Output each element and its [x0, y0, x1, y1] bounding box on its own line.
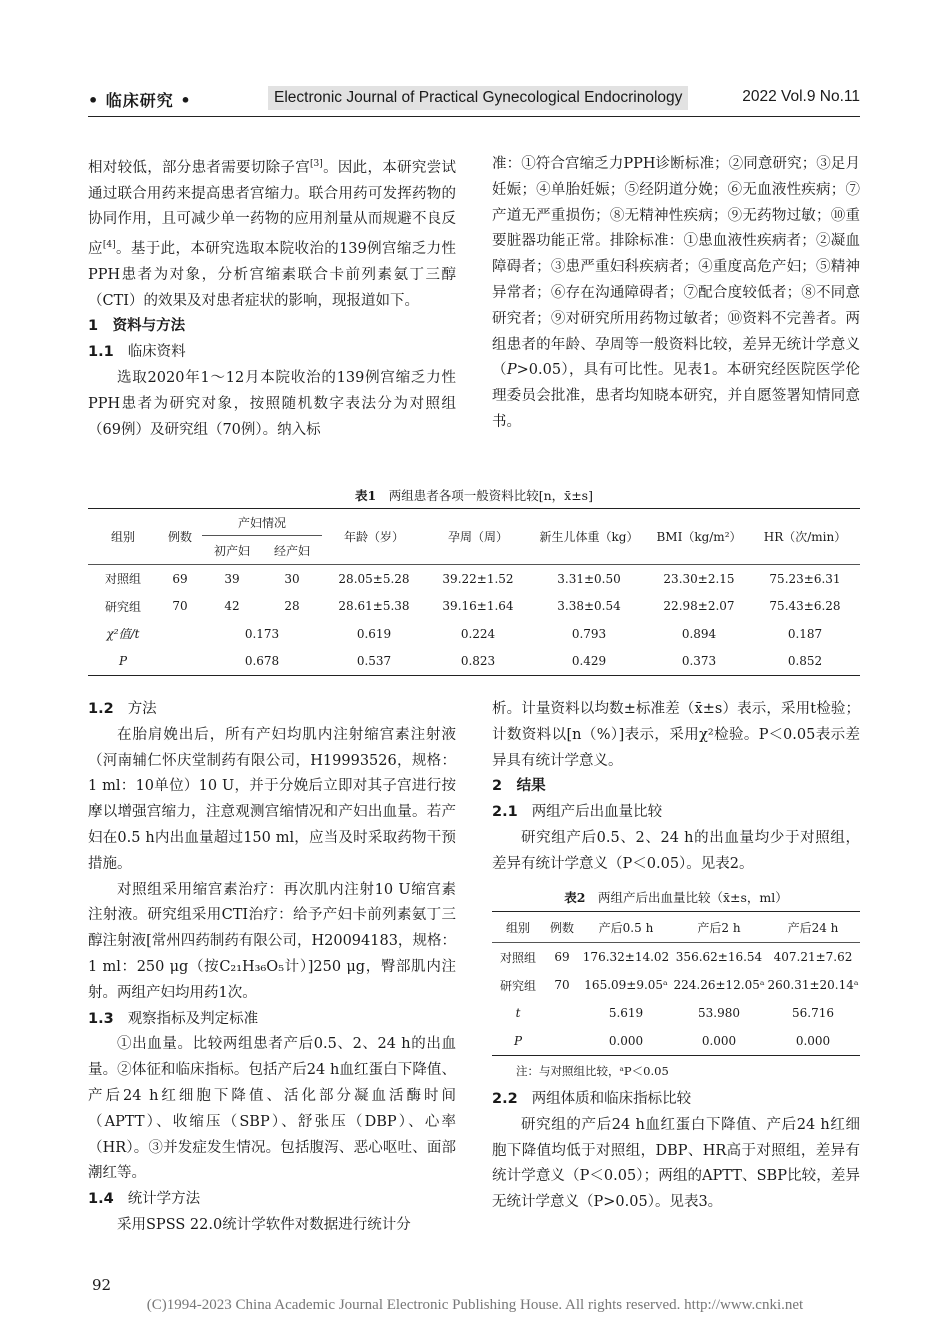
t2-header-group: 组别	[492, 912, 544, 943]
table2-caption: 表2 两组产后出血量比较（x̄±s，ml）	[564, 890, 788, 905]
left-column-top	[88, 152, 456, 443]
subsection-heading-2-2: 2.2 两组体质和临床指标比较	[492, 1091, 692, 1107]
statistics-paragraph: 采用SPSS 22.0统计学软件对数据进行统计分	[117, 1216, 411, 1233]
subsection-heading-2-1: 2.1 两组产后出血量比较	[492, 804, 663, 821]
citation-3[interactable]: [3]	[310, 159, 323, 169]
indicators-paragraph: ①出血量。比较两组患者产后0.5、2、24 h的出血量。②体征和临床指标。包括产后24 h血红蛋白下降值、产后24 h红细胞下降值、活化部分凝血活酶时间（APTT）、收缩压（SBP）、舒张压（DBP）、心率（HR）。③并发症发生情况。包括腹泻、恶心呕吐、面部潮红等。	[88, 1036, 456, 1182]
t1-header-multi: 经产妇	[262, 536, 322, 565]
section-heading-2: 2 结果	[492, 778, 546, 795]
table-row: 对照组 69 176.32±14.02 356.62±16.54 407.21±7.62	[499, 950, 853, 965]
subsection-heading-1-4: 1.4 统计学方法	[88, 1191, 201, 1208]
copyright-footer: (C)1994-2023 China Academic Journal Electronic Publishing House. All rights reserved. http://www.cnki.net	[146, 1297, 804, 1313]
t2-header-h2: 产后2 h	[672, 912, 766, 943]
subsection-heading-1-1: 1.1 临床资料	[88, 344, 186, 361]
table-row-p: P 0.678 0.537 0.823 0.429 0.373 0.852	[118, 654, 823, 669]
t1-header-cases: 例数	[158, 509, 202, 565]
table-row: 研究组 70 42 28 28.61±5.38 39.16±1.64 3.38±0.54 22.98±2.07 75.43±6.28	[104, 599, 841, 614]
table1-caption: 表1 两组患者各项一般资料比较[n，x̄±s]	[355, 488, 593, 503]
t1-header-weight: 新生儿体重（kg）	[530, 509, 648, 565]
table-row-p: P 0.000 0.000 0.000	[513, 1034, 831, 1048]
t1-header-bmi: BMI（kg/m²）	[648, 509, 750, 565]
citation-4[interactable]: [4]	[102, 240, 116, 251]
t1-header-group: 组别	[88, 509, 158, 565]
results-paragraph-2: 研究组的产后24 h血红蛋白下降值、产后24 h红细胞下降值均低于对照组，DBP、HR高于对照组，差异有统计学意义（P＜0.05）；两组的APTT、SBP比较，差异无统计学意义（P>0.05）。见表3。	[492, 1116, 860, 1211]
page-number: 92	[92, 1276, 112, 1294]
table1	[88, 508, 860, 676]
clinical-data-paragraph: 选取2020年1～12月本院收治的139例宫缩乏力性PPH患者为研究对象，按照随机数字表法分为对照组（69例）及研究组（70例）。纳入标	[88, 370, 456, 438]
page-header	[88, 86, 860, 114]
t2-header-h24: 产后24 h	[766, 912, 860, 943]
subsection-heading-1-3: 1.3 观察指标及判定标准	[88, 1010, 259, 1027]
t2-header-h05: 产后0.5 h	[580, 912, 672, 943]
t1-header-gest: 孕周（周）	[426, 509, 530, 565]
t1-header-hr: HR（次/min）	[750, 509, 860, 565]
right-column-top	[492, 152, 860, 436]
table-row: 对照组 69 39 30 28.05±5.28 39.22±1.52 3.31±0.50 23.30±2.15 75.23±6.31	[104, 571, 841, 587]
subsection-heading-1-2: 1.2 方法	[88, 701, 157, 717]
t1-header-parity: 产妇情况	[202, 509, 322, 536]
statistics-continued-paragraph: 析。计量资料以均数±标准差（x̄±s）表示，采用t检验；计数资料以[n（%）]表示，采用χ²检验。P＜0.05表示差异具有统计学意义。	[492, 701, 860, 769]
criteria-paragraph: 准：①符合宫缩乏力PPH诊断标准；②同意研究；③足月妊娠；④单胎妊娠；⑤经阴道分娩；⑥无血液性疾病；⑦产道无严重损伤；⑧无精神性疾病；⑨无药物过敏；⑩重要脏器功能正常。排除标准：①患血液性疾病者；②凝血障碍者；③患严重妇科疾病者；④重度高危产妇；⑤精神异常者；⑥存在沟通障碍者；⑦配合度较低者；⑧不同意研究者；⑨对研究所用药物过敏者；⑩资料不完善者。两组患者的年龄、孕周等一般资料比较，差异无统计学意义（P>0.05），具有可比性。见表1。本研究经医院医学伦理委员会批准，患者均知晓本研究，并自愿签署知情同意书。	[492, 156, 860, 430]
table2	[492, 911, 860, 1056]
table-row: 研究组 70 165.09±9.05ᵃ 224.26±12.05ᵃ 260.31±20.14ᵃ	[499, 978, 859, 993]
table-row-stat: t 5.619 53.980 56.716	[515, 1006, 834, 1020]
right-column-results-2	[492, 1087, 860, 1216]
left-column-bottom	[88, 697, 456, 1239]
table2-note: 注：与对照组比较，ᵃP＜0.05	[516, 1064, 669, 1078]
table-row-stat: χ²值/t 0.173 0.619 0.224 0.793 0.894 0.187	[106, 626, 823, 642]
t2-header-cases: 例数	[544, 912, 580, 943]
methods-paragraph-2: 对照组采用缩宫素治疗：再次肌内注射10 U缩宫素注射液。研究组采用CTI治疗：给予产妇卡前列素氨丁三醇注射液[常州四药制药有限公司，H20094183，规格：1 ml：250 μg（按C₂₁H₃₆O₅计）]250 μg，臀部肌内注射。两组产妇均用药1次。	[88, 881, 456, 1001]
journal-volume: 2022 Vol.9 No.11	[742, 88, 860, 105]
t1-header-age: 年龄（岁）	[322, 509, 426, 565]
section-label: • 临床研究 •	[88, 91, 192, 110]
header-rule	[88, 116, 860, 117]
right-column-bottom	[492, 697, 860, 878]
methods-paragraph-1: 在胎肩娩出后，所有产妇均肌内注射缩宫素注射液（河南辅仁怀庆堂制药有限公司，H19993526，规格：1 ml：10单位）10 U，并于分娩后立即对其子宫进行按摩以增强宫缩力，注意观测宫缩情况和产妇出血量。若产妇在0.5 h内出血量超过150 ml，应当及时采取药物干预措施。	[88, 726, 456, 872]
t1-header-primi: 初产妇	[202, 536, 262, 565]
journal-title: Electronic Journal of Practical Gynecological Endocrinology	[268, 86, 688, 110]
section-heading-1: 1 资料与方法	[88, 318, 186, 335]
intro-paragraph: 相对较低，部分患者需要切除子宫[3]。因此，本研究尝试通过联合用药来提高患者宫缩力。联合用药可发挥药物的协同作用，且可减少单一药物的应用剂量从而规避不良反应[4]。基于此，本研究选取本院收治的139例宫缩乏力性PPH患者为对象，分析宫缩素联合卡前列素氨丁三醇（CTI）的效果及对患者症状的影响，现报道如下。	[88, 159, 456, 309]
results-paragraph-1: 研究组产后0.5、2、24 h的出血量均少于对照组，差异有统计学意义（P＜0.05）。见表2。	[492, 829, 860, 872]
